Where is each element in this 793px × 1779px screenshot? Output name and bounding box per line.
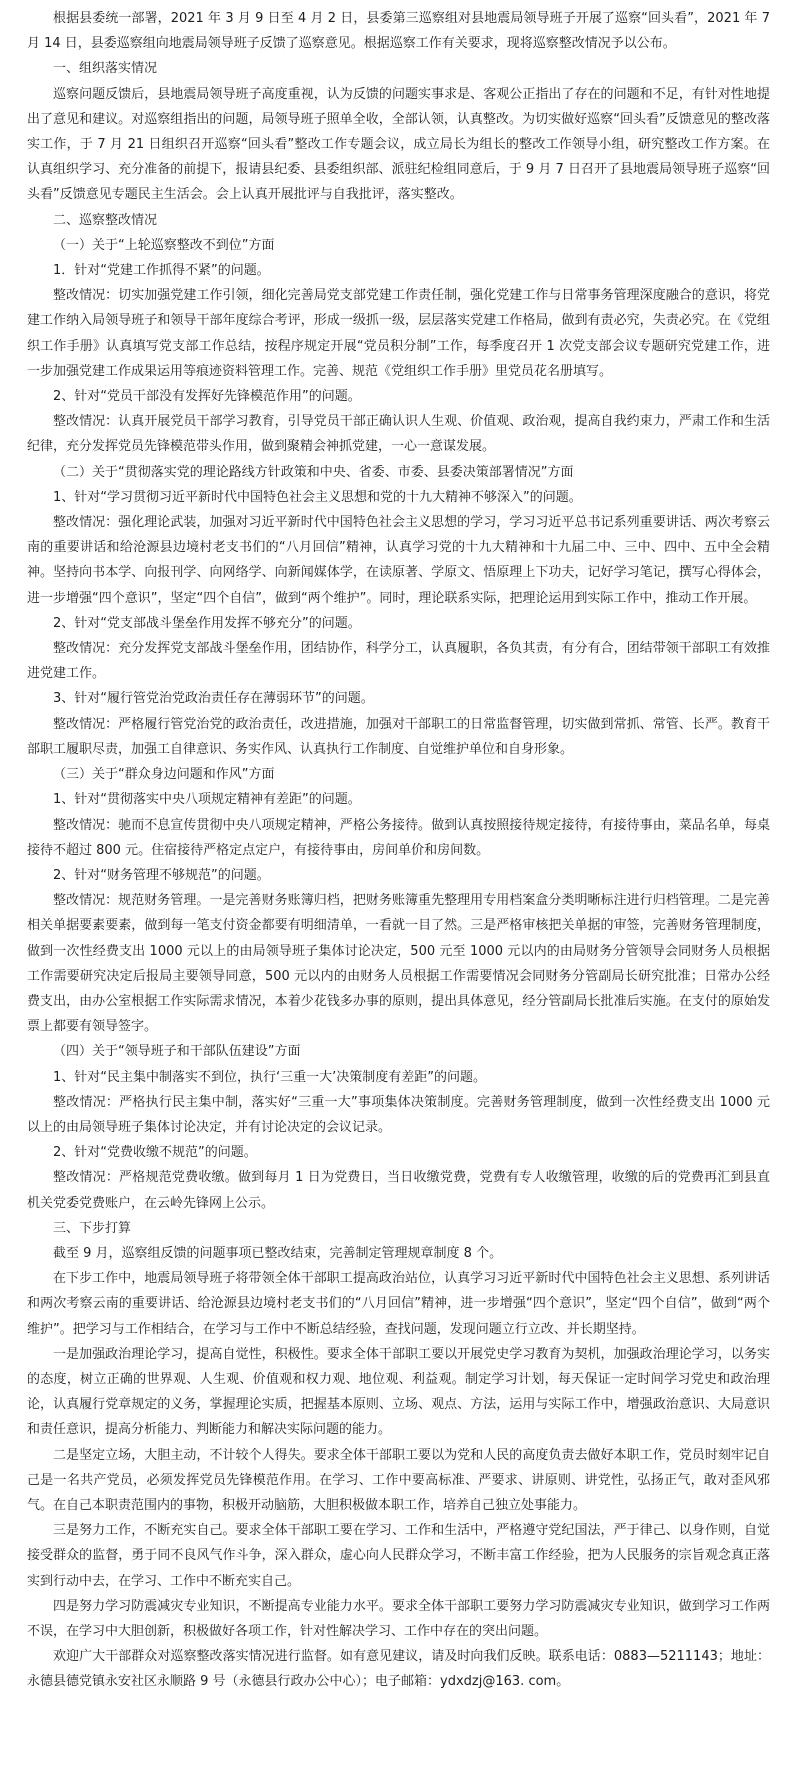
body-paragraph: 在下步工作中，地震局领导班子将带领全体干部职工提高政治站位，认真学习习近平新时代中国特色社会主义思想、系列讲话和两次考察云南的重要讲话、给沧源县边境村老支书们的“八月回信”精神，进一步增强“四个意识”，坚定“四个自信”，做到“两个维护”。把学习与工作相结合，在学习与工作中不断总结经验，查找问题，发现问题立行立改、并长期坚持。: [27, 1271, 770, 1337]
body-paragraph: 三是努力工作，不断充实自己。要求全体干部职工要在学习、工作和生活中，严格遵守党纪国法，严于律己、以身作则，自觉接受群众的监督，勇于同不良风气作斗争，深入群众，虚心向人民群众学习，不断丰富工作经验，把为人民服务的宗旨观念真正落实到行动中去，在学习、工作中不断充实自己。: [27, 1523, 770, 1589]
contact-paragraph: 欢迎广大干部群众对巡察整改落实情况进行监督。如有意见建议，请及时向我们反映。联系电话：0883—5211143；地址：永德县德党镇永安社区永顺路 9 号（永德县行政办公中心）；电子邮箱：ydxdzj@163. com。: [27, 1649, 770, 1690]
body-paragraph: 一是加强政治理论学习，提高自觉性，积极性。要求全体干部职工要以开展党史学习教育为契机，加强政治理论学习，以务实的态度，树立正确的世界观、人生观、价值观和权力观、地位观、利益观。制定学习计划，每天保证一定时间学习党史和政治理论，认真履行党章规定的义务，掌握理论实质，把握基本原则、立场、观点、方法，运用与实际工作中，增强政治意识、大局意识和责任意识，提高分析能力、判断能力和解决实际问题的能力。: [27, 1346, 770, 1438]
subsection-heading-3: （三）关于“群众身边问题和作风”方面: [53, 767, 275, 783]
body-paragraph: 四是努力学习防震减灾专业知识，不断提高专业能力水平。要求全体干部职工要努力学习防震减灾专业知识，做到学习工作两不误，在学习中大胆创新，积极做好各项工作，针对性解决学习、工作中存在的突出问题。: [27, 1598, 770, 1639]
intro-paragraph: 根据县委统一部署，2021 年 3 月 9 日至 4 月 2 日，县委第三巡察组对县地震局领导班子开展了巡察“回头看”，2021 年 7 月 14 日，县委巡察组向地震局领导班子反馈了巡察意见。根据巡察工作有关要求，现将巡察整改情况予以公布。: [27, 11, 770, 52]
section-heading-2: 二、巡察整改情况: [53, 212, 158, 228]
subsection-heading-1: （一）关于“上轮巡察整改不到位”方面: [53, 237, 275, 253]
body-paragraph: 巡察问题反馈后，县地震局领导班子高度重视，认为反馈的问题实事求是、客观公正指出了存在的问题和不足，有针对性地提出了意见和建议。对巡察组指出的问题，局领导班子照单全收，全部认领，认真整改。为切实做好巡察“回头看”反馈意见的整改落实工作，于 7 月 21 日组织召开巡察“回头看”整改工作专题会议，成立局长为组长的整改工作领导小组，研究整改工作方案。在认真组织学习、充分准备的前提下，报请县纪委、县委组织部、派驻纪检组同意后，于 9 月 7 日召开了县地震局领导班子巡察“回头看”反馈意见专题民主生活会。会上认真开展批评与自我批评，落实整改。: [27, 86, 770, 203]
body-paragraph: 整改情况：充分发挥党支部战斗堡垒作用，团结协作，科学分工，认真履职，各负其责，有分有合，团结带领干部职工有效推进党建工作。: [27, 641, 770, 682]
body-paragraph: 整改情况：认真开展党员干部学习教育，引导党员干部正确认识人生观、价值观、政治观，提高自我约束力，严肃工作和生活纪律，充分发挥党员先锋模范带头作用，做到聚精会神抓党建，一心一意谋发展。: [27, 414, 770, 455]
section-heading-3: 三、下步打算: [53, 1220, 132, 1236]
issue-item: 2、针对“党支部战斗堡垒作用发挥不够充分”的问题。: [53, 615, 361, 631]
issue-item: 1、针对“学习贯彻习近平新时代中国特色社会主义思想和党的十九大精神不够深入”的问题。: [53, 489, 582, 505]
body-paragraph: 二是坚定立场，大胆主动，不计较个人得失。要求全体干部职工要以为党和人民的高度负责去做好本职工作，党员时刻牢记自己是一名共产党员，必须发挥党员先锋模范作用。在学习、工作中要高标准、严要求、讲原则、讲党性，弘扬正气，敢对歪风邪气。在自己本职责范围内的事物，积极开动脑筋，大胆积极做本职工作，培养自己独立处事能力。: [27, 1447, 770, 1513]
body-paragraph: 截至 9 月，巡察组反馈的问题事项已整改结束，完善制定管理规章制度 8 个。: [53, 1245, 503, 1261]
subsection-heading-4: （四）关于“领导班子和干部队伍建设”方面: [53, 1044, 301, 1060]
section-heading-1: 一、组织落实情况: [53, 61, 158, 77]
subsection-heading-2: （二）关于“贯彻落实党的理论路线方针政策和中央、省委、市委、县委决策部署情况”方面: [53, 464, 574, 480]
body-paragraph: 整改情况：严格规范党费收缴。做到每月 1 日为党费日，当日收缴党费，党费有专人收缴管理，收缴的后的党费再汇到县直机关党委党费账户，在云岭先锋网上公示。: [27, 1170, 770, 1211]
issue-item: 1．针对“党建工作抓得不紧”的问题。: [53, 263, 270, 279]
issue-item: 1、针对“贯彻落实中央八项规定精神有差距”的问题。: [53, 792, 361, 808]
body-paragraph: 整改情况：驰而不息宣传贯彻中央八项规定精神，严格公务接待。做到认真按照接待规定接待，有接待事由，菜品名单，每桌接待不超过 800 元。住宿接待严格定点定户，有接待事由，房间单价和房间数。: [27, 817, 770, 858]
body-paragraph: 整改情况：严格履行管党治党的政治责任，改进措施，加强对干部职工的日常监督管理，切实做到常抓、常管、长严。教育干部职工履职尽责，加强工自律意识、务实作风、认真执行工作制度、自觉维护单位和自身形象。: [27, 716, 770, 757]
issue-item: 2、针对“党员干部没有发挥好先锋模范作用”的问题。: [53, 389, 361, 405]
body-paragraph: 整改情况：切实加强党建工作引领，细化完善局党支部党建工作责任制，强化党建工作与日常事务管理深度融合的意识，将党建工作纳入局领导班子和领导干部年度综合考评，形成一级抓一级，层层落实党建工作格局，做到有责必究，失责必究。在《党组织工作手册》认真填写党支部工作总结，按程序规定开展“党员积分制”工作，每季度召开 1 次党支部会议专题研究党建工作，进一步加强党建工作成果运用等痕迹资料管理工作。完善、规范《党组织工作手册》里党员花名册填写。: [27, 288, 770, 379]
issue-item: 3、针对“履行管党治党政治责任存在薄弱环节”的问题。: [53, 691, 374, 707]
issue-item: 1、针对“民主集中制落实不到位，执行‘三重一大’决策制度有差距”的问题。: [53, 1069, 487, 1085]
body-paragraph: 整改情况：严格执行民主集中制，落实好“三重一大”事项集体决策制度。完善财务管理制度，做到一次性经费支出 1000 元以上的由局领导班子集体讨论决定，并有讨论决定的会议记录。: [27, 1094, 770, 1135]
body-paragraph: 整改情况：规范财务管理。一是完善财务账簿归档，把财务账簿重先整理用专用档案盒分类明晰标注进行归档管理。二是完善相关单据要素要素，做到每一笔支付资金都要有明细清单，一看就一目了然。三是严格审核把关单据的审签，完善财务管理制度，做到一次性经费支出 1000 元以上的由局领导班子集体讨论决定，500 元至 1000 元以内的由局财务分管领导会同财务人员根据工作需要研究决定后报局主要领导同意，500 元以内的由财务人员根据工作需要情况会同财务分管副局长研究批准；日常办公经费支出，由办公室根据工作实际需求情况，本着少花钱多办事的原则，提出具体意见，经分管副局长批准后实施。在支付的原始发票上都要有领导签字。: [27, 893, 770, 1035]
issue-item: 2、针对“党费收缴不规范”的问题。: [53, 1145, 257, 1161]
issue-item: 2、针对“财务管理不够规范”的问题。: [53, 867, 270, 883]
body-paragraph: 整改情况：强化理论武装，加强对习近平新时代中国特色社会主义思想的学习，学习习近平总书记系列重要讲话、两次考察云南的重要讲话和给沧源县边境村老支书们的“八月回信”精神，认真学习党的十九大精神和十九届二中、三中、四中、五中全会精神。坚持向书本学、向报刊学、向网络学、向新闻媒体学，在读原著、学原文、悟原理上下功夫，记好学习笔记，撰写心得体会，进一步增强“四个意识”，坚定“四个自信”，做到“两个维护”。同时，理论联系实际，把理论运用到实际工作中，推动工作开展。: [27, 515, 770, 606]
